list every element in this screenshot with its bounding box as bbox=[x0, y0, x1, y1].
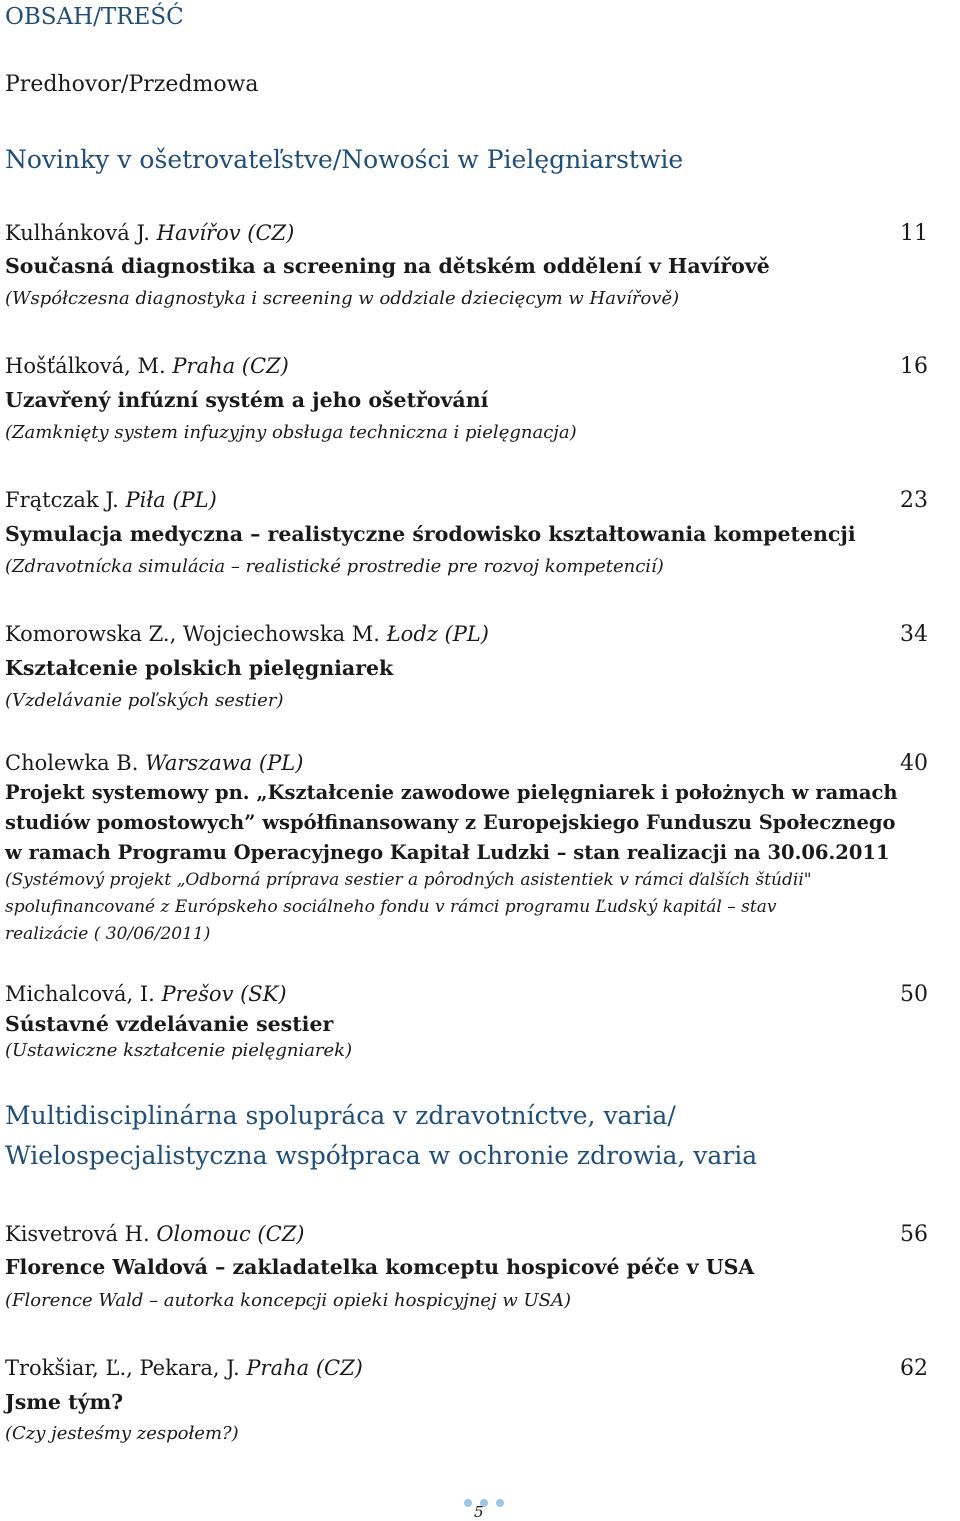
footer-dots-ornament bbox=[464, 1492, 512, 1511]
entry-place: Praha (CZ) bbox=[246, 1356, 363, 1380]
section-heading: Multidisciplinárna spolupráca v zdravotníctve, varia/ bbox=[5, 1101, 676, 1130]
entry-place: Praha (CZ) bbox=[172, 354, 289, 378]
toc-heading: OBSAH/TREŚĆ bbox=[5, 4, 184, 30]
entry-title: w ramach Programu Operacyjnego Kapitał Ludzki – stan realizacji na 30.06.2011 bbox=[5, 841, 890, 864]
section-heading: Novinky v ošetrovateľstve/Nowości w Pielęgniarstwie bbox=[5, 145, 684, 174]
entry-place: Havířov (CZ) bbox=[156, 221, 295, 245]
entry-page-number: 40 bbox=[900, 751, 928, 776]
dot-icon bbox=[464, 1499, 472, 1507]
entry-title: studiów pomostowych” współfinansowany z Europejskiego Funduszu Społecznego bbox=[5, 811, 896, 834]
entry-translation: (Zamknięty system infuzyjny obsługa techniczna i pielęgnacja) bbox=[5, 422, 577, 443]
entry-author-line bbox=[5, 1223, 304, 1246]
entry-author-line bbox=[5, 489, 217, 512]
entry-page-number: 56 bbox=[900, 1222, 928, 1247]
entry-author-line bbox=[5, 752, 303, 775]
entry-title: Projekt systemowy pn. „Kształcenie zawodowe pielęgniarek i położnych w ramach bbox=[5, 781, 898, 804]
dot-icon bbox=[496, 1499, 504, 1507]
entry-author: Michalcová, I. bbox=[5, 982, 155, 1006]
entry-page-number: 11 bbox=[900, 221, 928, 246]
page-number: 5 bbox=[474, 1503, 484, 1521]
entry-author: Hošťálková, M. bbox=[5, 354, 166, 378]
entry-author-line bbox=[5, 1357, 363, 1380]
preface-heading: Predhovor/Przedmowa bbox=[5, 72, 259, 97]
entry-place: Warszawa (PL) bbox=[145, 751, 304, 775]
entry-page-number: 16 bbox=[900, 354, 928, 379]
entry-title: Sústavné vzdelávanie sestier bbox=[5, 1012, 334, 1036]
entry-translation: (Zdravotnícka simulácia – realistické prostredie pre rozvoj kompetencií) bbox=[5, 556, 664, 577]
entry-author: Cholewka B. bbox=[5, 751, 139, 775]
entry-translation: (Vzdelávanie poľských sestier) bbox=[5, 690, 284, 711]
entry-author-line bbox=[5, 222, 294, 245]
entry-author: Trokšiar, Ľ., Pekara, J. bbox=[5, 1356, 240, 1380]
entry-translation: (Współczesna diagnostyka i screening w oddziale dziecięcym w Havířově) bbox=[5, 288, 680, 309]
entry-page-number: 50 bbox=[900, 982, 928, 1007]
entry-translation: (Ustawiczne kształcenie pielęgniarek) bbox=[5, 1040, 353, 1061]
entry-page-number: 23 bbox=[900, 488, 928, 513]
entry-title: Uzavřený infúzní systém a jeho ošetřování bbox=[5, 388, 489, 412]
entry-author-line bbox=[5, 983, 287, 1006]
entry-title: Jsme tým? bbox=[5, 1390, 124, 1414]
entry-author: Kisvetrová H. bbox=[5, 1222, 150, 1246]
section-heading: Wielospecjalistyczna współpraca w ochronie zdrowia, varia bbox=[5, 1141, 758, 1170]
entry-author: Frątczak J. bbox=[5, 488, 119, 512]
entry-translation: (Czy jesteśmy zespołem?) bbox=[5, 1423, 239, 1444]
entry-author-line bbox=[5, 623, 489, 646]
entry-translation: spolufinancované z Európskeho sociálneho fondu v rámci programu Ľudský kapitál – stav bbox=[5, 897, 777, 917]
entry-author: Komorowska Z., Wojciechowska M. bbox=[5, 622, 380, 646]
entry-page-number: 34 bbox=[900, 622, 928, 647]
entry-place: Łodz (PL) bbox=[386, 622, 489, 646]
entry-translation: realizácie ( 30/06/2011) bbox=[5, 924, 211, 944]
entry-title: Symulacja medyczna – realistyczne środowisko kształtowania kompetencji bbox=[5, 522, 856, 546]
entry-author-line bbox=[5, 355, 289, 378]
entry-title: Kształcenie polskich pielęgniarek bbox=[5, 656, 394, 680]
entry-title: Současná diagnostika a screening na dětském oddělení v Havířově bbox=[5, 254, 770, 278]
entry-place: Olomouc (CZ) bbox=[156, 1222, 305, 1246]
entry-author: Kulhánková J. bbox=[5, 221, 150, 245]
entry-title: Florence Waldová – zakladatelka komceptu hospicové péče v USA bbox=[5, 1255, 755, 1279]
entry-translation: (Florence Wald – autorka koncepcji opieki hospicyjnej w USA) bbox=[5, 1290, 572, 1311]
entry-translation: (Systémový projekt „Odborná príprava sestier a pôrodných asistentiek v rámci ďalších štúdii" bbox=[5, 870, 812, 890]
entry-place: Piła (PL) bbox=[125, 488, 217, 512]
entry-page-number: 62 bbox=[900, 1356, 928, 1381]
entry-place: Prešov (SK) bbox=[161, 982, 287, 1006]
